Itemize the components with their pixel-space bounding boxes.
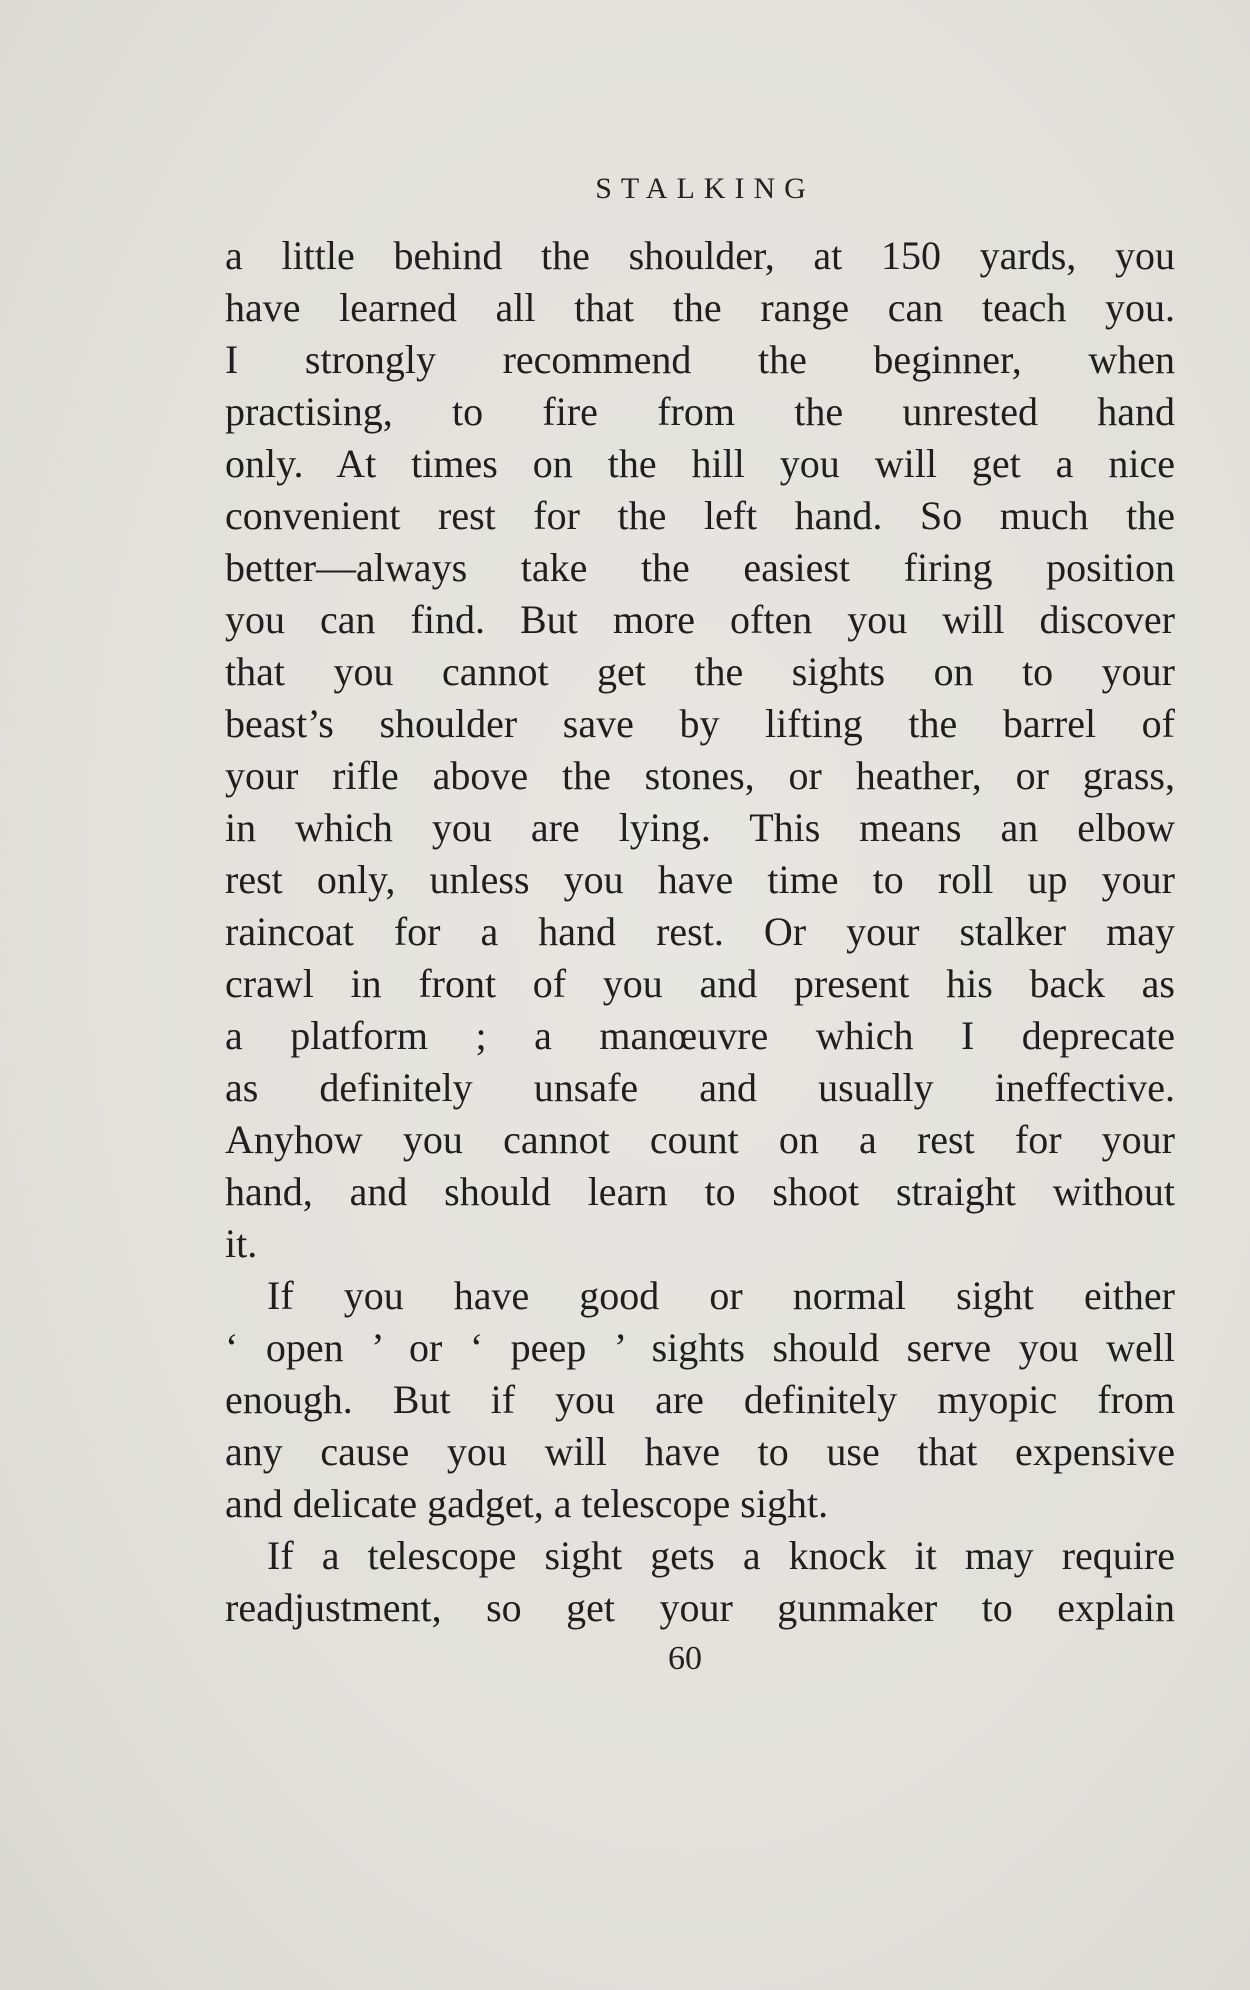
text-line: it. (225, 1221, 258, 1266)
text-line: crawl in front of you and present his back as (225, 961, 1175, 1006)
text-line: a platform ; a manœuvre which I deprecate (225, 1013, 1175, 1058)
text-line: better—always take the easiest firing position (225, 545, 1175, 590)
text-line: any cause you will have to use that expensive (225, 1429, 1175, 1474)
text-line: in which you are lying. This means an elbow (225, 805, 1175, 850)
paragraph (225, 1270, 1175, 1530)
text-line: raincoat for a hand rest. Or your stalker may (225, 909, 1175, 954)
text-line: If you have good or normal sight either (267, 1273, 1175, 1318)
text-line: ‘ open ’ or ‘ peep ’ sights should serve you well (225, 1325, 1175, 1370)
text-line: as definitely unsafe and usually ineffective. (225, 1065, 1175, 1110)
paragraph (225, 230, 1175, 1270)
body-text (225, 230, 1175, 1634)
text-line: and delicate gadget, a telescope sight. (225, 1481, 829, 1526)
text-line: your rifle above the stones, or heather, or grass, (225, 753, 1175, 798)
text-line: I strongly recommend the beginner, when (225, 337, 1175, 382)
text-line: practising, to fire from the unrested hand (225, 389, 1175, 434)
paragraph (225, 1530, 1175, 1634)
text-line: readjustment, so get your gunmaker to explain (225, 1585, 1175, 1630)
text-line: If a telescope sight gets a knock it may require (267, 1533, 1175, 1578)
text-line: only. At times on the hill you will get a nice (225, 441, 1175, 486)
page-number: 60 (668, 1640, 702, 1677)
text-line: rest only, unless you have time to roll up your (225, 857, 1175, 902)
text-line: hand, and should learn to shoot straight without (225, 1169, 1175, 1214)
text-line: convenient rest for the left hand. So much the (225, 493, 1175, 538)
text-line: you can find. But more often you will discover (225, 597, 1175, 642)
text-line: beast’s shoulder save by lifting the barrel of (225, 701, 1175, 746)
text-line: enough. But if you are definitely myopic from (225, 1377, 1175, 1422)
text-line: Anyhow you cannot count on a rest for your (225, 1117, 1175, 1162)
text-line: have learned all that the range can teach you. (225, 285, 1175, 330)
running-head: STALKING (595, 172, 815, 205)
text-line: that you cannot get the sights on to your (225, 649, 1175, 694)
text-line: a little behind the shoulder, at 150 yards, you (225, 233, 1175, 278)
